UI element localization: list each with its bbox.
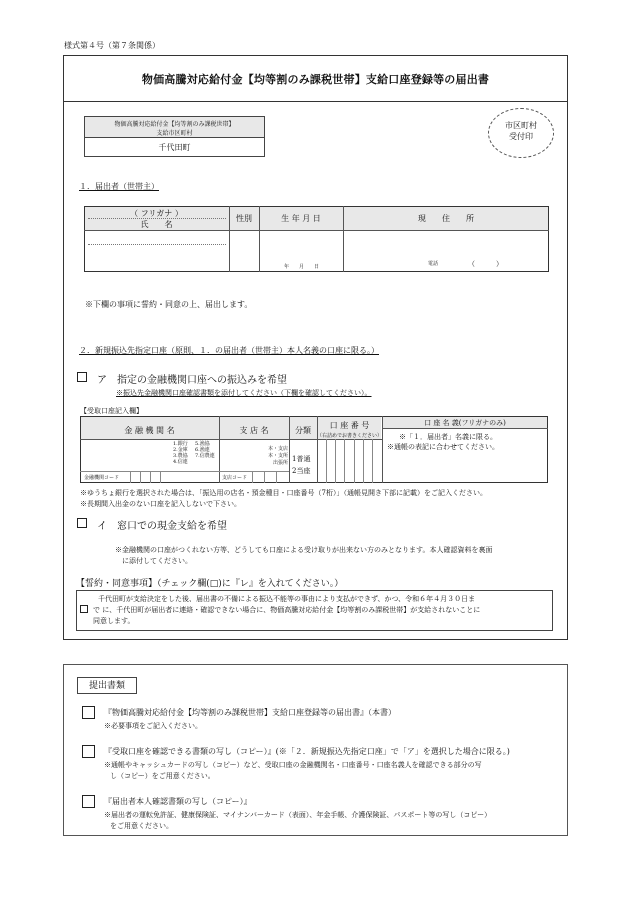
col-branch: 支 店 名 xyxy=(239,426,269,435)
birthdate-field[interactable] xyxy=(261,232,342,270)
col-holder: 口 座 名 義(フリガナのみ) xyxy=(424,419,506,427)
holder-note1: ※「１．届出者」名義に限る。 xyxy=(399,433,497,441)
bank-name-field[interactable] xyxy=(82,441,170,470)
branch-type: 出張所 xyxy=(272,460,288,466)
section2-heading: ２．新規振込先指定口座（原則、１．の届出者（世帯主）本人名義の口座に限る。） xyxy=(79,346,379,355)
reception-stamp-area xyxy=(488,108,554,158)
option-b-note-line1: ※金融機関の口座がつくれない方等、どうしても口座による受け取りが出来ない方のみとなります。本人確認資料を裏面 xyxy=(115,546,493,554)
submission-item-note: ※通帳やキャッシュカードの写し（コピー）など、受取口座の金融機関名・口座番号・口座名義人を確認できる部分の写 xyxy=(104,761,482,769)
name-field[interactable] xyxy=(86,246,227,270)
submission-item-note: し（コピー）をご用意ください。 xyxy=(110,772,215,780)
stamp-line1: 市区町村 xyxy=(505,121,537,130)
bank-type: 2.金庫 xyxy=(173,447,188,453)
option-b-checkbox[interactable] xyxy=(77,518,87,528)
stamp-line2: 受付印 xyxy=(509,132,533,141)
furigana-field[interactable] xyxy=(86,232,227,244)
option-b-note-line2: に添付してください。 xyxy=(122,557,192,565)
birth-units: 年 月 日 xyxy=(284,264,320,270)
submission-item-note: ※必要事項をご記入ください。 xyxy=(104,722,202,730)
submission-item-note: をご用意ください。 xyxy=(110,822,173,830)
bank-type-list xyxy=(173,441,188,465)
col-address: 現 住 所 xyxy=(418,214,474,223)
branch-type: 本・支所 xyxy=(267,453,288,459)
section1-heading: １．届出者（世帯主） xyxy=(79,182,159,191)
branch-code-label: 支店コード xyxy=(222,475,248,481)
col-furigana: （ フリガナ ） xyxy=(130,209,183,218)
bank-type: 1.銀行 xyxy=(173,441,188,447)
account-table-label: 【受取口座記入欄】 xyxy=(80,407,143,415)
account-type: 1普通 xyxy=(292,455,311,463)
address-field[interactable] xyxy=(345,232,547,256)
municipality-value: 千代田町 xyxy=(84,137,265,157)
phone-parens: （ ） xyxy=(468,260,503,268)
submission-item-checkbox-1[interactable] xyxy=(82,706,95,719)
option-b-label: イ 窓口での現金支給を希望 xyxy=(97,521,227,532)
gender-field[interactable] xyxy=(231,232,258,270)
municipality-caption-line2: 支給市区町村 xyxy=(156,130,193,137)
option-a-checkbox[interactable] xyxy=(77,372,87,382)
account-type-list xyxy=(292,453,310,477)
bank-code-label: 金融機関コード xyxy=(84,475,120,481)
account-number-field[interactable] xyxy=(318,440,381,482)
consent-line1: 千代田町が支給決定をした後、届出書の不備による振込不能等の事由により支払ができず、かつ、令和６年４月３０日ま xyxy=(98,595,476,603)
branch-name-field[interactable] xyxy=(221,441,261,470)
col-account: 口 座 番 号 xyxy=(329,421,370,430)
submission-item-checkbox-2[interactable] xyxy=(82,745,95,758)
bank-type-list-2 xyxy=(195,441,215,459)
col-bank: 金 融 機 関 名 xyxy=(124,426,175,435)
pledge-note: ※下欄の事項に誓約・同意の上、届出します。 xyxy=(85,300,253,309)
submission-item-title: 『物価高騰対応給付金【均等割のみ課税世帯】支給口座登録等の届出書』（本書） xyxy=(104,708,396,717)
bank-type: 6.漁連 xyxy=(195,447,210,453)
yucho-note: ※ゆうちょ銀行を選択された場合は、「振込用の店名・預金種目・口座番号（7桁）」（通帳見開き下部に記載）をご記入ください。 xyxy=(80,489,487,497)
municipality-caption-box xyxy=(84,116,265,138)
bank-type: 5.漁協 xyxy=(195,441,210,447)
consent-checkbox[interactable] xyxy=(80,605,88,613)
submission-heading: 提出書類 xyxy=(77,677,137,694)
col-account-sub: （右詰めでお書きください） xyxy=(317,433,383,439)
option-a-label: ア 指定の金融機関口座への振込みを希望 xyxy=(97,375,287,386)
phone-label: 電話 xyxy=(428,261,439,267)
account-holder-field[interactable] xyxy=(383,454,547,482)
col-gender: 性別 xyxy=(236,214,252,223)
form-number: 様式第４号（第７条関係） xyxy=(64,41,160,50)
col-birthdate: 生 年 月 日 xyxy=(281,214,321,223)
consent-heading: 【誓約・同意事項】（チェック欄(□)に『レ』を入れてください。） xyxy=(76,579,344,589)
bank-type: 3.農協 xyxy=(173,453,188,459)
submission-item-title: 『受取口座を確認できる書類の写し（コピー）』(※「２．新規振込先指定口座」で「ア」を選択した場合に限る。) xyxy=(104,747,510,756)
account-type: 2当座 xyxy=(292,467,311,475)
consent-line2: で に、千代田町が届出者に連絡・確認できない場合に、物価高騰対応給付金【均等割のみ課税世帯】が支給されないことに xyxy=(93,606,481,614)
col-type: 分類 xyxy=(295,426,311,435)
submission-item-title: 『届出者本人確認書類の写し（コピー）』 xyxy=(104,797,252,806)
phone-field[interactable] xyxy=(470,258,510,270)
consent-line3: 同意します。 xyxy=(93,617,135,625)
submission-item-note: ※届出者の運転免許証、健康保険証、マイナンバーカード（表面）、年金手帳、介護保険証、パスポート等の写し（コピー） xyxy=(104,811,492,819)
col-name: 氏 名 xyxy=(140,220,173,229)
form-title: 物価高騰対応給付金【均等割のみ課税世帯】支給口座登録等の届出書 xyxy=(141,73,490,86)
branch-type-list xyxy=(263,446,288,467)
bank-type: 4.信連 xyxy=(173,459,188,465)
option-a-note: ※振込先金融機関口座確認書類を添付してください（下欄を確認してください）。 xyxy=(116,389,372,397)
long-unused-note: ※長期間入出金のない口座を記入しないで下さい。 xyxy=(80,500,241,508)
municipality-caption-line1: 物価高騰対応給付金【均等割のみ課税世帯】 xyxy=(114,121,235,128)
submission-item-checkbox-3[interactable] xyxy=(82,795,95,808)
holder-note2: ※通帳の表記に合わせてください。 xyxy=(387,443,499,451)
bank-type: 7.信農連 xyxy=(195,453,215,459)
branch-type: 本・支店 xyxy=(267,446,288,452)
